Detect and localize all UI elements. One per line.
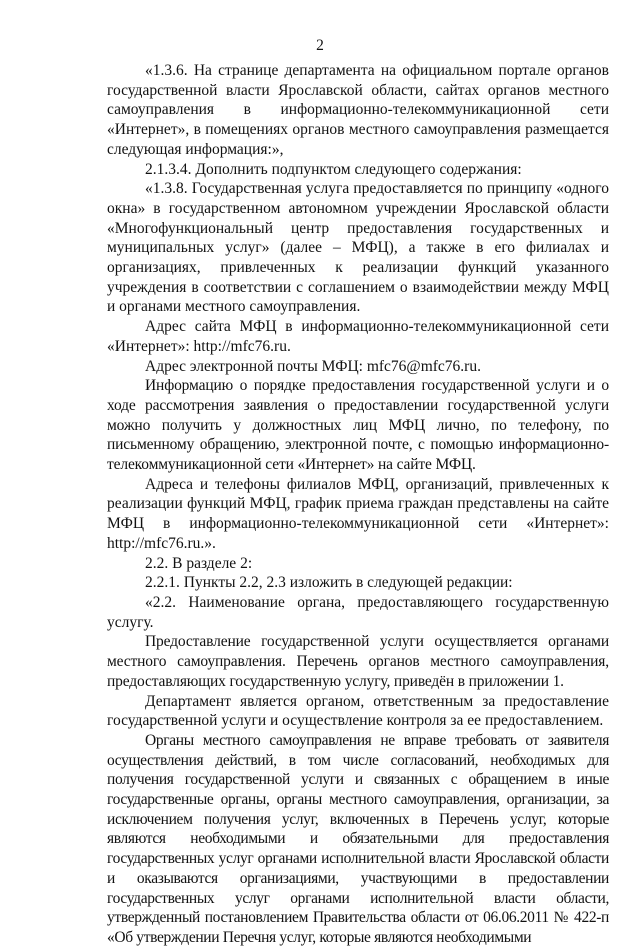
paragraph-2-2: 2.2. В разделе 2:	[145, 554, 253, 572]
paragraph-2-2-name: «2.2. Наименование органа, предоставляющего государственную услугу.	[107, 593, 609, 631]
paragraph-department: Департамент является органом, ответственным за предоставление государственной услуги и осуществление контроля за ее предоставлением.	[107, 692, 609, 730]
paragraph-mfc-info: Информацию о порядке предоставления государственной услуги и о ходе рассмотрения заявления о предоставлении государственной услуги можно получить у должностных лиц МФЦ лично, по телефону, по письменному обращению, электронной почте, с помощью информационно-телекоммуникационной сети «Интернет» на сайте МФЦ.	[107, 377, 609, 474]
paragraph-2-2-1: 2.2.1. Пункты 2.2, 2.3 изложить в следующей редакции:	[145, 574, 513, 592]
paragraph-1-3-6: «1.3.6. На странице департамента на официальном портале органов государственной власти Ярославской области, сайтах органов местного самоуправления в информационно-телекоммуникационной сети «Интернет», в помещениях органов местного самоуправления размещается следующая информация:»,	[107, 62, 609, 158]
paragraph-service-provision: Предоставление государственной услуги осуществляется органами местного самоуправления. Перечень органов местного самоуправления, предоставляющих государственную услугу, приведён в приложении 1.	[107, 633, 609, 690]
paragraph-mfc-branches: Адреса и телефоны филиалов МФЦ, организаций, привлеченных к реализации функций МФЦ, график приема граждан представлены на сайте МФЦ в информационно-телекоммуникационной сети «Интернет»: http://mfc76.ru.».	[107, 475, 609, 552]
page-number: 2	[316, 37, 324, 54]
paragraph-mfc-email: Адрес электронной почты МФЦ: mfc76@mfc76.ru.	[145, 357, 481, 375]
document-body	[107, 61, 609, 948]
paragraph-2-1-3-4: 2.1.3.4. Дополнить подпунктом следующего содержания:	[145, 160, 522, 178]
paragraph-1-3-8: «1.3.8. Государственная услуга предоставляется по принципу «одного окна» в государственном автономном учреждении Ярославской области «Многофункциональный центр предоставления государственных и муниципальных услуг» (далее – МФЦ), а также в его филиалах и организациях, привлеченных к реализации функций указанного учреждения в соответствии с соглашением о взаимодействии между МФЦ и органами местного самоуправления.	[107, 180, 609, 316]
paragraph-mfc-website: Адрес сайта МФЦ в информационно-телекоммуникационной сети «Интернет»: http://mfc76.ru.	[107, 318, 609, 355]
paragraph-local-authorities: Органы местного самоуправления не вправе требовать от заявителя осуществления действий, в том числе согласований, необходимых для получения государственной услуги и связанных с обращением в иные государственные органы, органы местного самоуправления, организации, за исключением получения услуг, включенных в Перечень услуг, которые являются необходимыми и обязательными для предоставления государственных услуг органами исполнительной власти Ярославской области и оказываются организациями, участвующими в предоставлении государственных услуг органами исполнительной власти области, утвержденный постановлением Правительства области от 06.06.2011 № 422-п «Об утверждении Перечня услуг, которые являются необходимыми	[107, 731, 609, 946]
